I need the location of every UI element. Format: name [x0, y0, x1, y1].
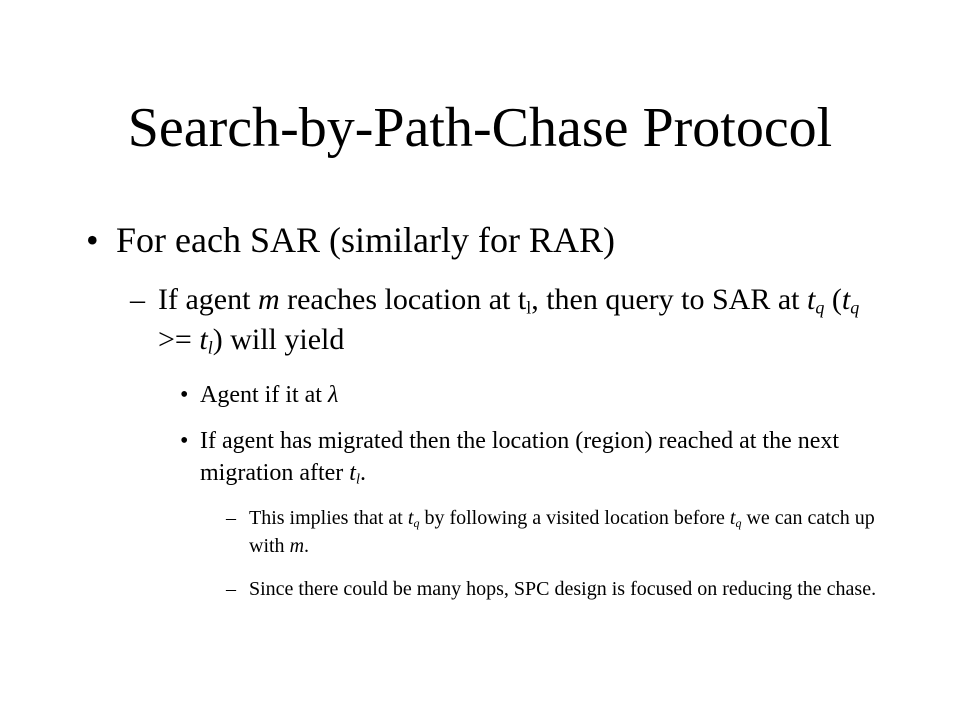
bullet-level4-text: This implies that at $t_q$ by following a visited location before $t_q$ we can catch up with m.	[249, 507, 875, 557]
bullet-level2-text: If agent m reaches location at $t_l$, then query to SAR at $t_q$ $(t_q >= t_l)$ will yield	[158, 283, 860, 358]
bullet-glyph: •	[180, 382, 189, 408]
bullet-level1-text: For each SAR (similarly for RAR)	[116, 220, 615, 260]
bullet-level2	[130, 280, 890, 360]
bullet-level4-item	[226, 504, 886, 560]
dash-glyph: –	[226, 578, 236, 600]
bullet-level3-text: Agent if it at λ	[200, 382, 339, 408]
bullet-level4-item	[226, 575, 886, 631]
slide-title: Search-by-Path-Chase Protocol	[127, 97, 833, 159]
bullet-level1	[86, 216, 846, 264]
bullet-level3-item	[180, 425, 860, 489]
bullet-glyph: •	[180, 428, 189, 454]
bullet-level3-item	[180, 379, 860, 411]
bullet-glyph: •	[86, 220, 99, 260]
dash-glyph: –	[130, 283, 145, 316]
bullet-level3-text: If agent has migrated then the location (region) reached at the next migration after $t_l$.	[200, 428, 840, 488]
dash-glyph: –	[226, 507, 236, 529]
bullet-level4-text: Since there could be many hops, SPC design is focused on reducing the chase.	[249, 578, 877, 600]
